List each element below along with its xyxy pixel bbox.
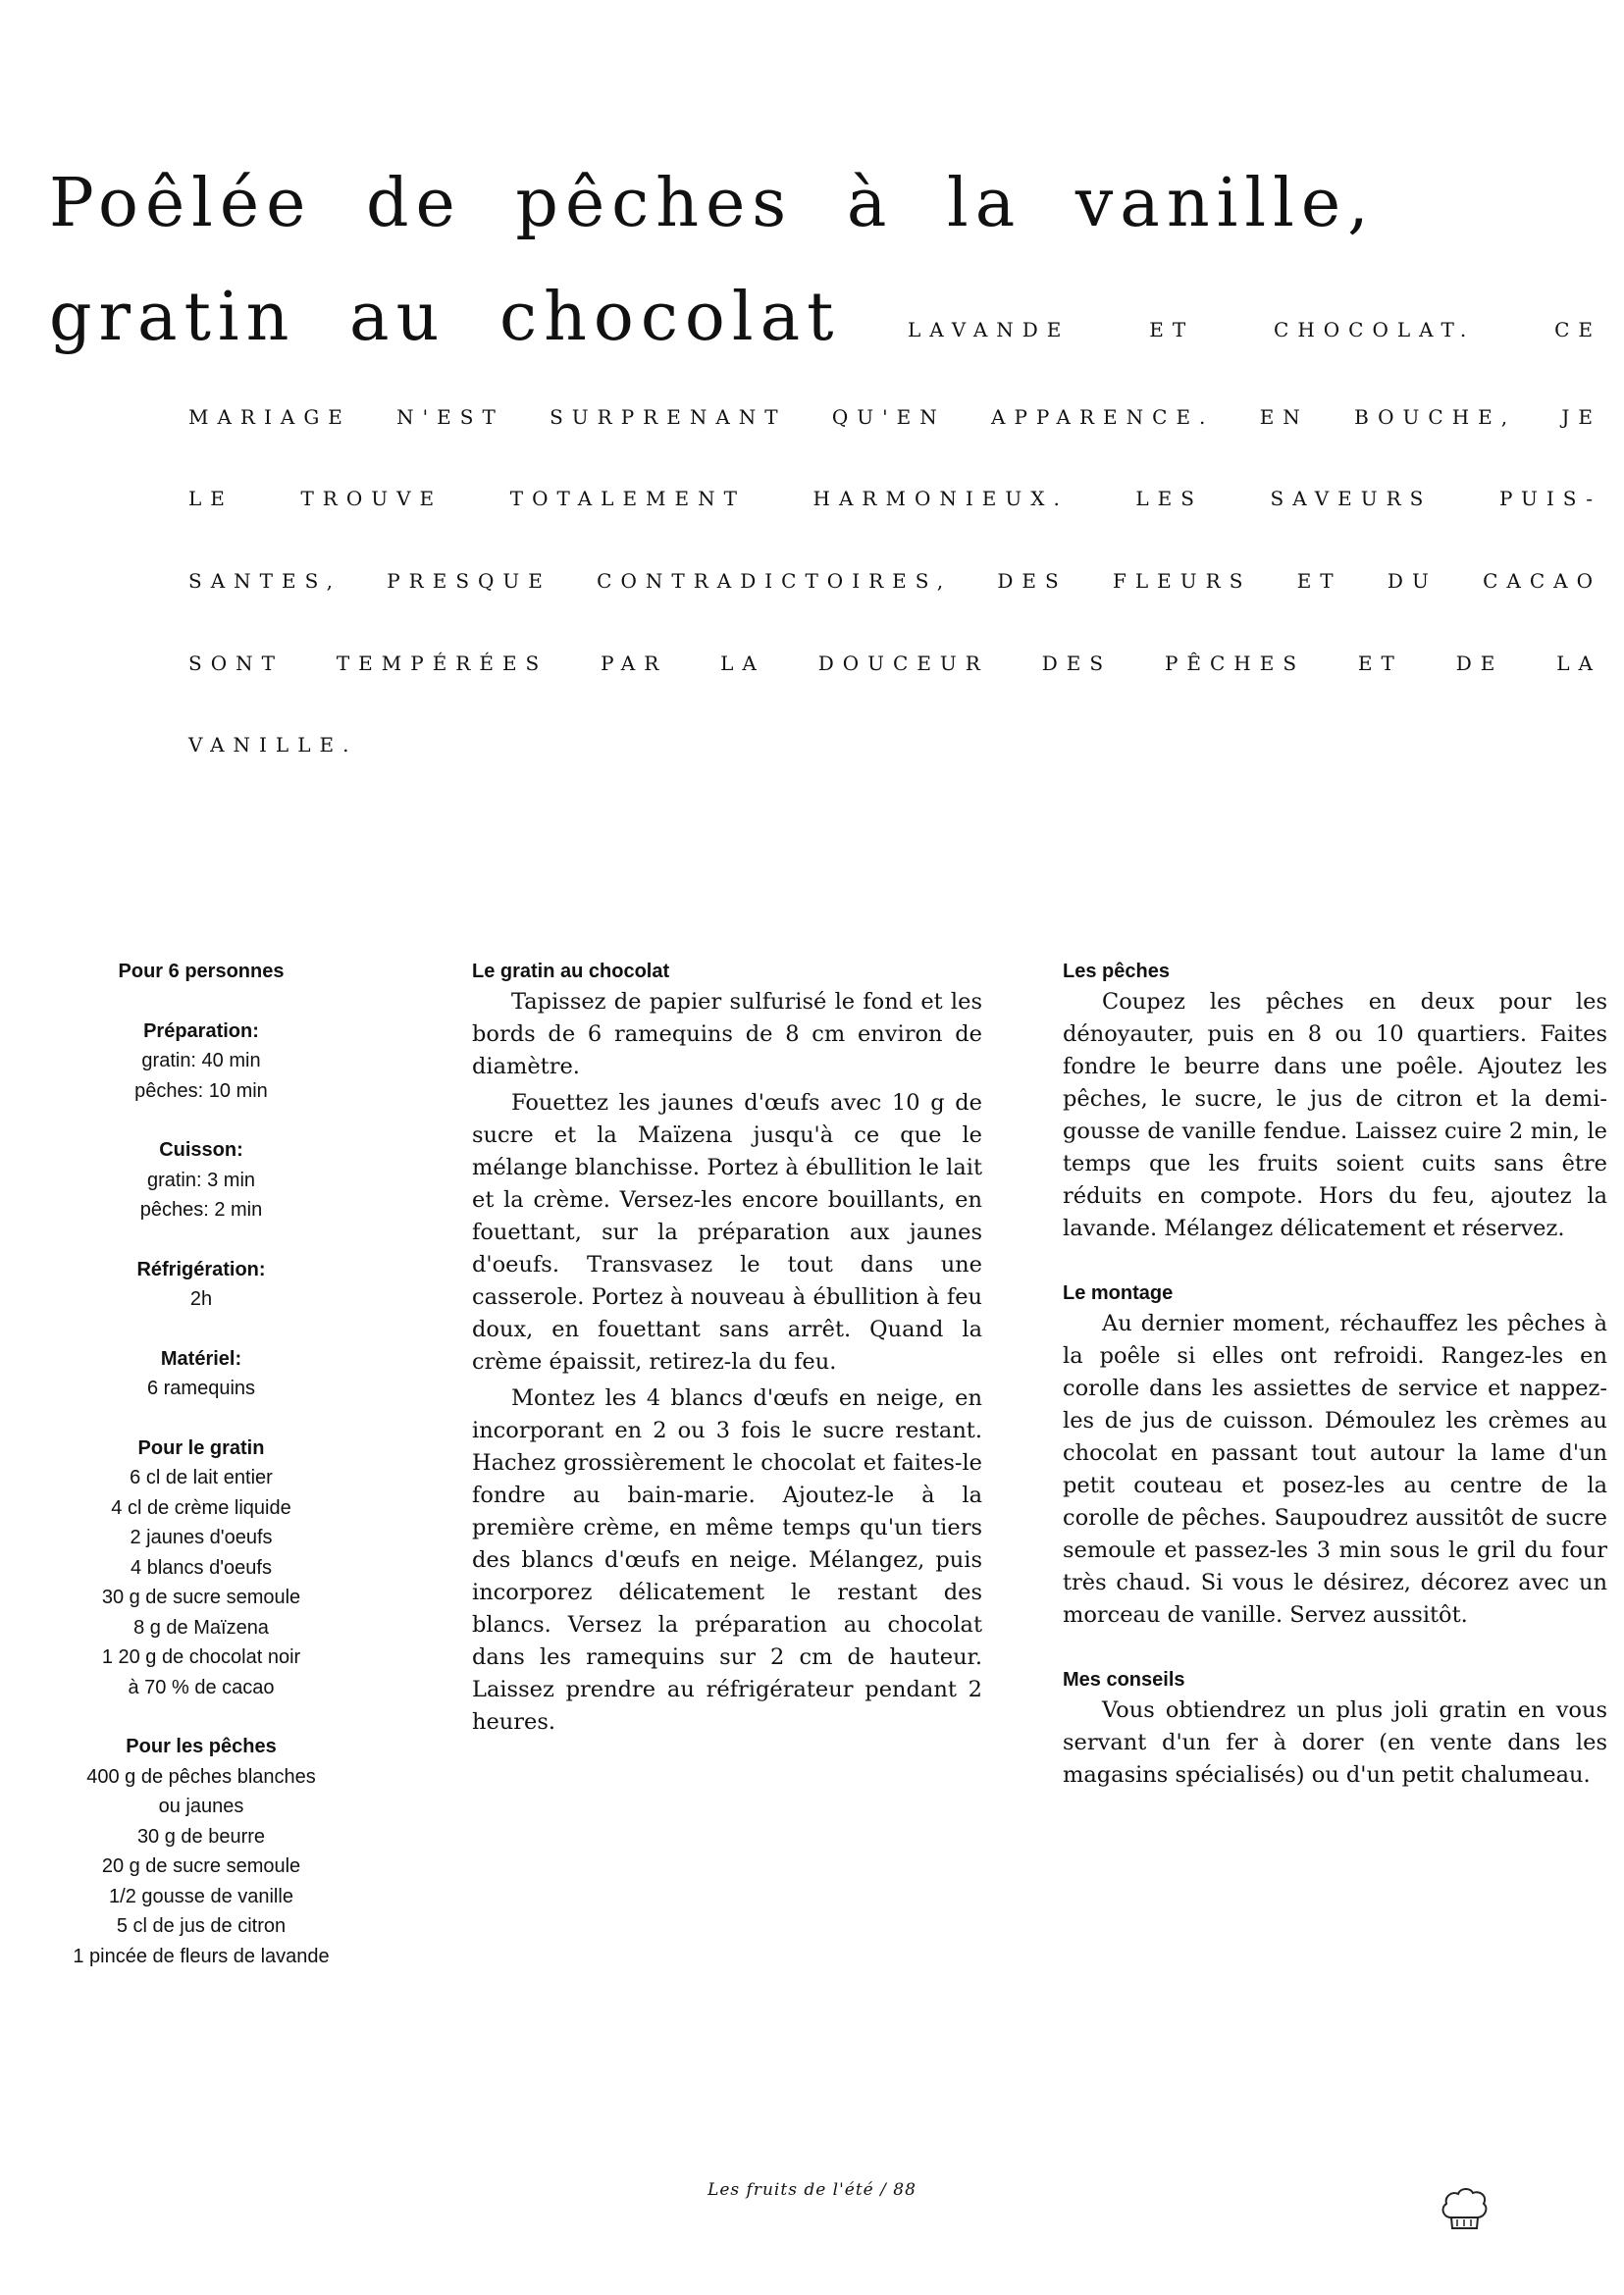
- prep-time-item: pêches: 10 min: [134, 1079, 268, 1102]
- peaches-ingredients-heading: Pour les pêches: [126, 1736, 277, 1757]
- cook-time-item: gratin: 3 min: [146, 1169, 256, 1191]
- ingredient-item: 30 g de sucre semoule: [101, 1587, 301, 1608]
- chef-hat-icon: [1439, 2184, 1490, 2233]
- gratin-paragraph: Tapissez de papier sulfurisé le fond et les bords de 6 ramequins de 8 cm environ de diamètre.: [472, 989, 982, 1079]
- ingredient-item: 4 blancs d'oeufs: [131, 1556, 272, 1579]
- servings-label: Pour 6 personnes: [118, 961, 285, 982]
- assembly-section-heading: Le montage: [1063, 1282, 1174, 1304]
- equipment-item: 6 ramequins: [146, 1378, 256, 1399]
- gratin-paragraph: Fouettez les jaunes d'œufs avec 10 g de sucre et la Maïzena jusqu'à ce que le mélange blanchisse. Portez à ébullition le lait et la crème. Versez-les encore bouillants, en fouettant, sur la préparation aux jaunes d'oeufs. Transvasez le tout dans une casserole. Portez à nouveau à ébullition à feu doux, en fouettant sans arrêt. Quand la crème épaissit, retirez-la du feu.: [472, 1090, 982, 1375]
- peaches-ingredients-block: [39, 1732, 363, 1971]
- peaches-section-heading: Les pêches: [1063, 961, 1170, 982]
- ingredient-item: 6 cl de lait entier: [130, 1467, 273, 1488]
- tips-section-heading: Mes conseils: [1063, 1669, 1185, 1691]
- ingredient-item: 20 g de sucre semoule: [101, 1855, 301, 1877]
- fridge-time-heading: Réfrigération:: [136, 1258, 266, 1280]
- ingredient-item: à 70 % de cacao: [128, 1676, 275, 1698]
- prep-time-heading: Préparation:: [143, 1019, 259, 1042]
- ingredient-item: 1/2 gousse de vanille: [109, 1885, 293, 1907]
- servings-block: [39, 957, 363, 987]
- fridge-time-block: [39, 1255, 363, 1315]
- intro-line: VANILLE.: [188, 733, 358, 756]
- ingredient-item: 2 jaunes d'oeufs: [130, 1527, 273, 1548]
- ingredient-item: 4 cl de crème liquide: [111, 1496, 291, 1519]
- intro-line: LAVANDE ET CHOCOLAT. CE: [908, 318, 1601, 341]
- intro-line: LE TROUVE TOTALEMENT HARMONIEUX. LES SAVEURS PUIS-: [188, 487, 1601, 510]
- fridge-time-item: 2h: [189, 1288, 213, 1310]
- equipment-block: [39, 1344, 363, 1404]
- gratin-paragraph: Montez les 4 blancs d'œufs en neige, en incorporant en 2 ou 3 fois le sucre restant. Hachez grossièrement le chocolat et faites-le fondre au bain-marie. Ajoutez-le à la première crème, en même temps qu'un tiers des blancs d'œufs en neige. Mélangez, puis incorporez délicatement le restant des blancs. Versez la préparation au chocolat dans les ramequins sur 2 cm de hauteur. Laissez prendre au réfrigérateur pendant 2 heures.: [472, 1385, 982, 1735]
- page-footer: Les fruits de l'été / 88: [707, 2180, 917, 2200]
- recipe-title-line-1: Poêlée de pêches à la vanille,: [49, 165, 1376, 242]
- intro-line: MARIAGE N'EST SURPRENANT QU'EN APPARENCE. EN BOUCHE, JE: [188, 405, 1601, 429]
- assembly-paragraph: Au dernier moment, réchauffez les pêches à la poêle si elles ont refroidi. Rangez-les en corolle dans les assiettes de service et nappez-les de jus de cuisson. Démoulez les crèmes au chocolat en passant tout autour la lame d'un petit couteau et posez-les au centre de la corolle de pêches. Saupoudrez aussitôt de sucre semoule et passez-les 3 min sous le gril du four très chaud. Si vous le désirez, décorez avec un morceau de vanille. Servez aussitôt.: [1063, 1311, 1607, 1628]
- equipment-heading: Matériel:: [160, 1347, 242, 1370]
- ingredient-item: 30 g de beurre: [136, 1825, 266, 1848]
- ingredient-item: ou jaunes: [158, 1796, 244, 1817]
- gratin-ingredients-block: [39, 1434, 363, 1703]
- cook-time-block: [39, 1135, 363, 1226]
- intro-line: SONT TEMPÉRÉES PAR LA DOUCEUR DES PÊCHES ET DE LA: [188, 652, 1601, 675]
- ingredient-item: 400 g de pêches blanches: [86, 1765, 316, 1788]
- cook-time-heading: Cuisson:: [159, 1139, 243, 1161]
- peaches-paragraph: Coupez les pêches en deux pour les dénoyauter, puis en 8 ou 10 quartiers. Faites fondre le beurre dans une poêle. Ajoutez les pêches, le sucre, le jus de citron et la demi-gousse de vanille fendue. Laissez cuire 2 min, le temps que les fruits soient cuits sans être réduits en compote. Hors du feu, ajoutez la lavande. Mélangez délicatement et réservez.: [1063, 989, 1607, 1241]
- prep-time-block: [39, 1017, 363, 1107]
- ingredient-item: 5 cl de jus de citron: [116, 1915, 287, 1937]
- right-column: [1063, 957, 1607, 1796]
- gratin-ingredients-heading: Pour le gratin: [137, 1436, 265, 1459]
- intro-line: SANTES, PRESQUE CONTRADICTOIRES, DES FLEURS ET DU CACAO: [188, 569, 1601, 593]
- ingredients-sidebar: [39, 957, 363, 2001]
- cook-time-item: pêches: 2 min: [139, 1199, 263, 1221]
- ingredient-item: 8 g de Maïzena: [133, 1616, 269, 1639]
- recipe-title-line-2: gratin au chocolat: [49, 279, 841, 356]
- ingredient-item: 1 20 g de chocolat noir: [101, 1646, 301, 1668]
- prep-time-item: gratin: 40 min: [141, 1050, 261, 1071]
- ingredient-item: 1 pincée de fleurs de lavande: [73, 1945, 330, 1967]
- gratin-column: [472, 957, 982, 1743]
- gratin-section-heading: Le gratin au chocolat: [472, 961, 670, 982]
- tips-paragraph: Vous obtiendrez un plus joli gratin en vous servant d'un fer à dorer (en vente dans les magasins spécialisés) ou d'un petit chalumeau.: [1063, 1697, 1607, 1788]
